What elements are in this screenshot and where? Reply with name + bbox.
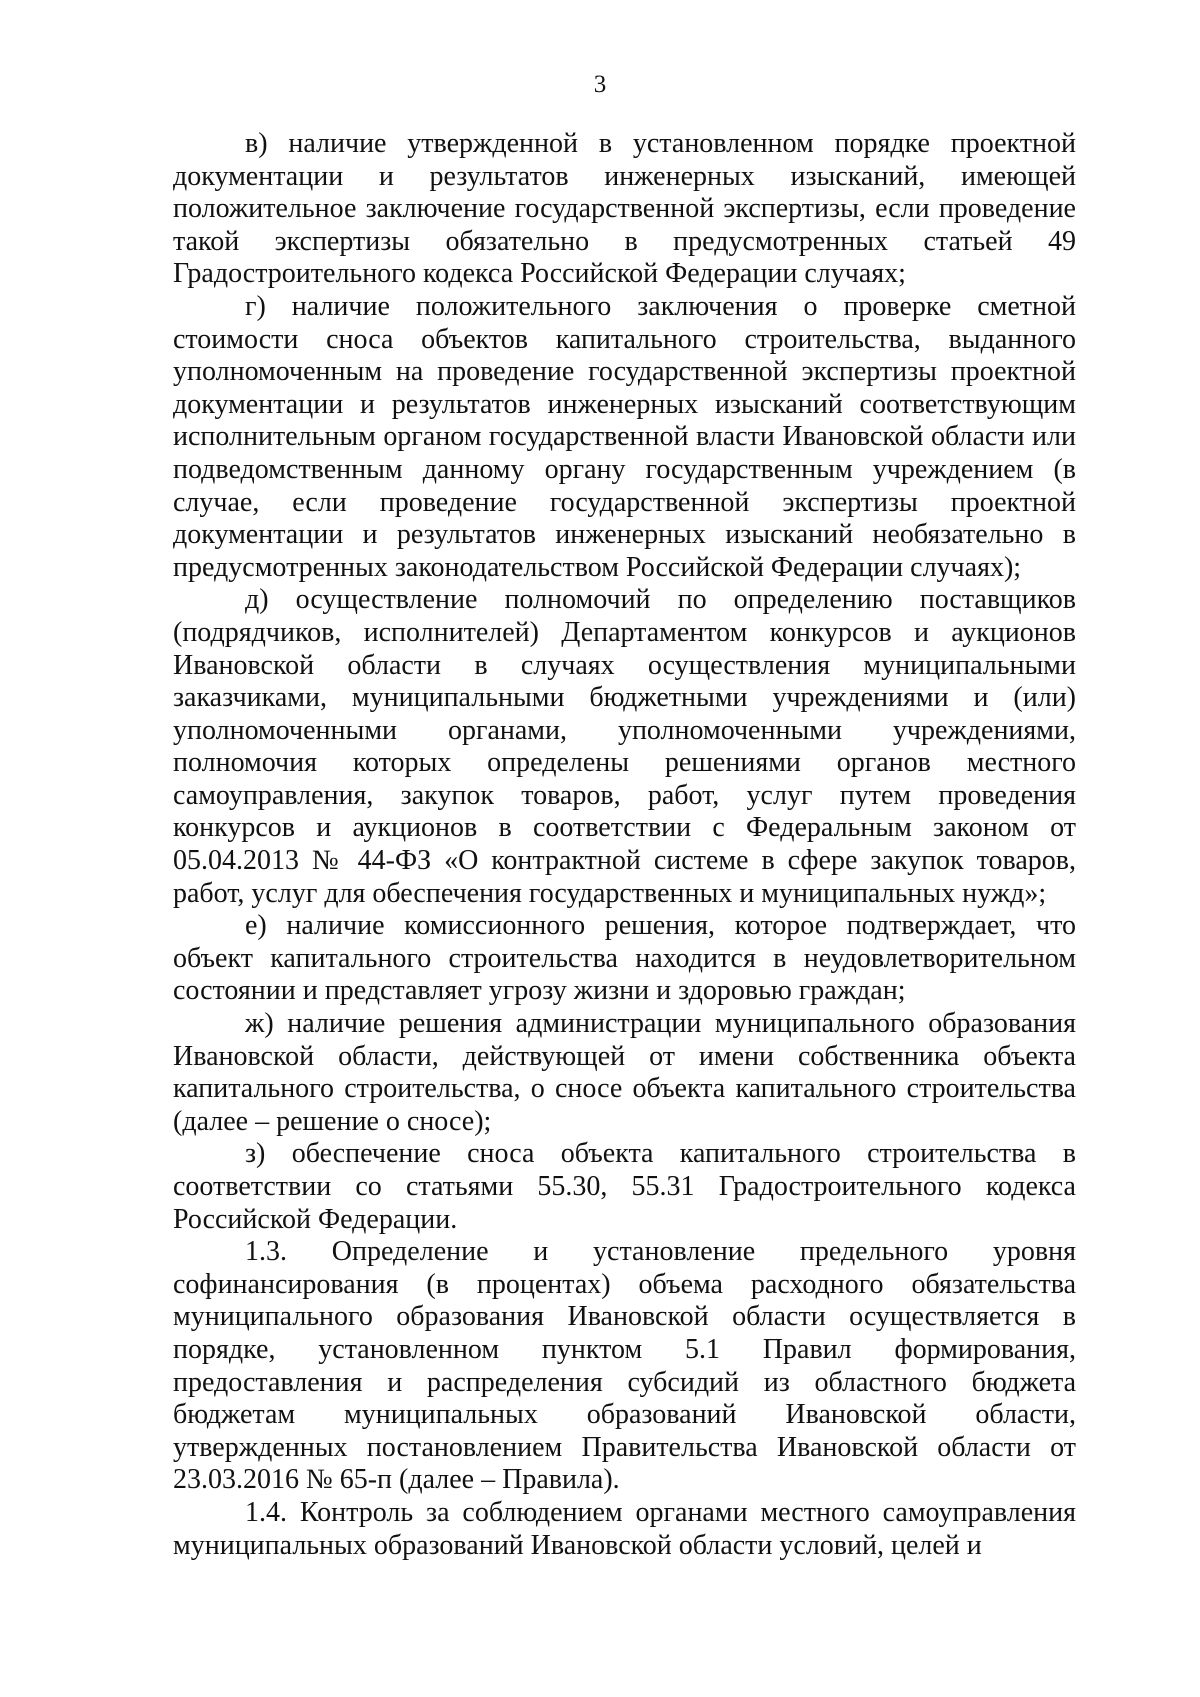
paragraph-zh: ж) наличие решения администрации муниципального образования Ивановской области, действующей от имени собственника объекта капитального строительства, о сносе объекта капитального строительства (далее – решение о сносе); [173,1008,1076,1137]
paragraph-1-3: 1.3. Определение и установление предельного уровня софинансирования (в процентах) объема расходного обязательства муниципального образования Ивановской области осуществляется в порядке, установленном пунктом 5.1 Правил формирования, предоставления и распределения субсидий из областного бюджета бюджетам муниципальных образований Ивановской области, утвержденных постановлением Правительства Ивановской области от 23.03.2016 № 65-п (далее – Правила). [173,1236,1076,1496]
paragraph-e: е) наличие комиссионного решения, которое подтверждает, что объект капитального строительства находится в неудовлетворительном состоянии и представляет угрозу жизни и здоровью граждан; [173,910,1076,1007]
paragraph-v: в) наличие утвержденной в установленном порядке проектной документации и результатов инженерных изысканий, имеющей положительное заключение государственной экспертизы, если проведение такой экспертизы обязательно в предусмотренных статьей 49 Градостроительного кодекса Российской Федерации случаях; [173,128,1076,290]
paragraph-d: д) осуществление полномочий по определению поставщиков (подрядчиков, исполнителей) Департаментом конкурсов и аукционов Ивановской области в случаях осуществления муниципальными заказчиками, муниципальными бюджетными учреждениями и (или) уполномоченными органами, уполномоченными учреждениями, полномочия которых определены решениями органов местного самоуправления, закупок товаров, работ, услуг путем проведения конкурсов и аукционов в соответствии с Федеральным законом от 05.04.2013 № 44-ФЗ «О контрактной системе в сфере закупок товаров, работ, услуг для обеспечения государственных и муниципальных нужд»; [173,584,1076,909]
paragraph-g: г) наличие положительного заключения о проверке сметной стоимости сноса объектов капитального строительства, выданного уполномоченным на проведение государственной экспертизы проектной документации и результатов инженерных изысканий соответствующим исполнительным органом государственной власти Ивановской области или подведомственным данному органу государственным учреждением (в случае, если проведение государственной экспертизы проектной документации и результатов инженерных изысканий необязательно в предусмотренных законодательством Российской Федерации случаях); [173,290,1076,583]
page-number: 3 [593,71,607,98]
document-body [173,128,1076,1562]
paragraph-1-4: 1.4. Контроль за соблюдением органами местного самоуправления муниципальных образований Ивановской области условий, целей и [173,1496,1076,1561]
paragraph-z: з) обеспечение сноса объекта капитального строительства в соответствии со статьями 55.30, 55.31 Градостроительного кодекса Российской Федерации. [173,1138,1076,1235]
